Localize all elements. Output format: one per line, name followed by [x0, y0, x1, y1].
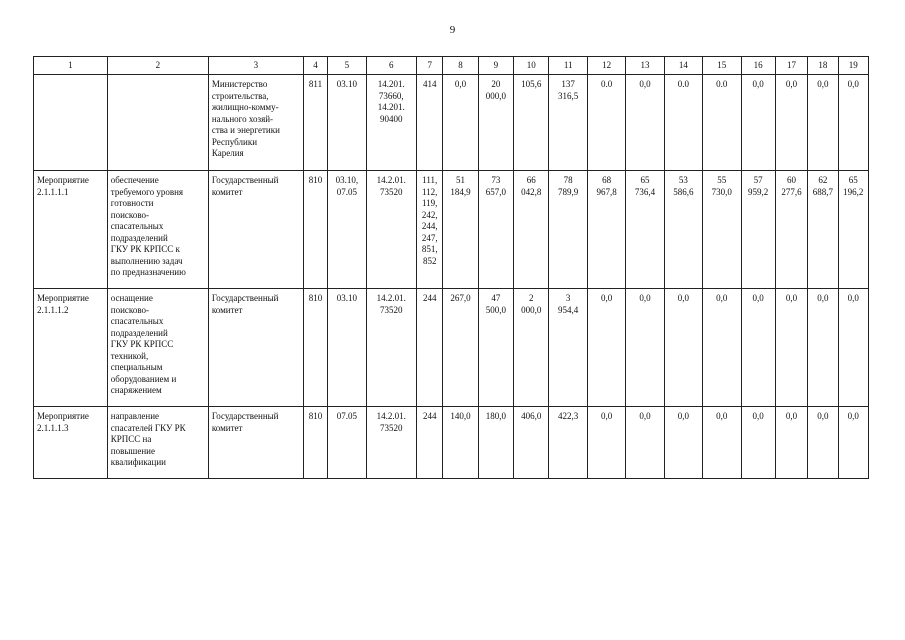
cell-value-10: 406,0: [514, 407, 549, 479]
cell-value-12: 0.0: [587, 75, 625, 171]
page-number: 9: [449, 24, 456, 36]
cell-description: оснащение поисково- спасательных подразделений ГКУ РК КРПСС техникой, специальным оборудованием и снаряжением: [107, 289, 208, 407]
cell-value-16: 57 959,2: [741, 171, 775, 289]
cell-value-11: 137 316,5: [549, 75, 587, 171]
cell-expense-type: 414: [417, 75, 443, 171]
cell-value-17: 0,0: [775, 75, 807, 171]
cell-value-8: 0,0: [443, 75, 478, 171]
cell-description: [107, 75, 208, 171]
cell-value-12: 0,0: [587, 289, 625, 407]
table-row: [34, 75, 869, 171]
cell-section: 03.10: [328, 75, 366, 171]
table-row: [34, 407, 869, 479]
cell-value-16: 0,0: [741, 407, 775, 479]
cell-value-15: 0,0: [703, 289, 741, 407]
cell-grbs: 810: [303, 407, 327, 479]
cell-value-9: 20 000,0: [478, 75, 513, 171]
cell-value-8: 51 184,9: [443, 171, 478, 289]
column-number-5: 5: [328, 57, 366, 75]
column-number-14: 14: [664, 57, 702, 75]
column-number-13: 13: [626, 57, 664, 75]
cell-value-12: 68 967,8: [587, 171, 625, 289]
cell-activity: [34, 75, 108, 171]
cell-value-16: 0,0: [741, 75, 775, 171]
cell-section: 03.10: [328, 289, 366, 407]
cell-value-14: 0,0: [664, 289, 702, 407]
cell-value-17: 60 277,6: [775, 171, 807, 289]
cell-value-10: 2 000,0: [514, 289, 549, 407]
cell-value-12: 0,0: [587, 407, 625, 479]
cell-expense-type: 111, 112, 119, 242, 244, 247, 851, 852: [417, 171, 443, 289]
cell-value-19: 65 196,2: [838, 171, 868, 289]
cell-value-8: 140,0: [443, 407, 478, 479]
cell-value-10: 105,6: [514, 75, 549, 171]
cell-value-14: 0,0: [664, 407, 702, 479]
cell-target-article: 14.2.01. 73520: [366, 407, 417, 479]
column-number-10: 10: [514, 57, 549, 75]
cell-executor: Государственный комитет: [208, 171, 303, 289]
cell-value-19: 0,0: [838, 75, 868, 171]
cell-value-18: 0,0: [808, 407, 838, 479]
cell-description: направление спасателей ГКУ РК КРПСС на повышение квалификации: [107, 407, 208, 479]
cell-value-11: 3 954,4: [549, 289, 587, 407]
cell-value-13: 65 736,4: [626, 171, 664, 289]
cell-activity: Мероприятие 2.1.1.1.2: [34, 289, 108, 407]
cell-value-15: 0.0: [703, 75, 741, 171]
cell-value-17: 0,0: [775, 407, 807, 479]
column-number-3: 3: [208, 57, 303, 75]
cell-value-10: 66 042,8: [514, 171, 549, 289]
column-number-19: 19: [838, 57, 868, 75]
cell-value-19: 0,0: [838, 407, 868, 479]
cell-target-article: 14.201. 73660, 14.201. 90400: [366, 75, 417, 171]
cell-value-9: 73 657,0: [478, 171, 513, 289]
cell-description: обеспечение требуемого уровня готовности поисково- спасательных подразделений ГКУ РК КРПСС к выполнению задач по предназначению: [107, 171, 208, 289]
cell-expense-type: 244: [417, 289, 443, 407]
cell-executor: Государственный комитет: [208, 289, 303, 407]
cell-activity: Мероприятие 2.1.1.1.3: [34, 407, 108, 479]
column-number-9: 9: [478, 57, 513, 75]
cell-section: 07.05: [328, 407, 366, 479]
table-row: [34, 289, 869, 407]
cell-value-11: 78 789,9: [549, 171, 587, 289]
column-number-17: 17: [775, 57, 807, 75]
column-number-8: 8: [443, 57, 478, 75]
cell-executor: Государственный комитет: [208, 407, 303, 479]
cell-value-11: 422,3: [549, 407, 587, 479]
cell-value-15: 55 730,0: [703, 171, 741, 289]
cell-value-18: 62 688,7: [808, 171, 838, 289]
cell-value-18: 0,0: [808, 289, 838, 407]
header-row: [34, 57, 869, 75]
cell-grbs: 811: [303, 75, 327, 171]
cell-executor: Министерство строительства, жилищно-комму- нального хозяй- ства и энергетики Республики Карелия: [208, 75, 303, 171]
cell-value-13: 0,0: [626, 407, 664, 479]
cell-value-9: 47 500,0: [478, 289, 513, 407]
column-number-15: 15: [703, 57, 741, 75]
cell-activity: Мероприятие 2.1.1.1.1: [34, 171, 108, 289]
cell-value-9: 180,0: [478, 407, 513, 479]
cell-value-13: 0,0: [626, 289, 664, 407]
cell-value-18: 0,0: [808, 75, 838, 171]
column-number-12: 12: [587, 57, 625, 75]
cell-grbs: 810: [303, 289, 327, 407]
column-number-11: 11: [549, 57, 587, 75]
column-number-6: 6: [366, 57, 417, 75]
column-number-4: 4: [303, 57, 327, 75]
cell-target-article: 14.2.01. 73520: [366, 171, 417, 289]
column-number-18: 18: [808, 57, 838, 75]
cell-value-17: 0,0: [775, 289, 807, 407]
cell-value-16: 0,0: [741, 289, 775, 407]
cell-value-8: 267,0: [443, 289, 478, 407]
column-number-1: 1: [34, 57, 108, 75]
cell-value-13: 0,0: [626, 75, 664, 171]
cell-value-19: 0,0: [838, 289, 868, 407]
cell-grbs: 810: [303, 171, 327, 289]
cell-target-article: 14.2.01. 73520: [366, 289, 417, 407]
column-number-16: 16: [741, 57, 775, 75]
table-row: [34, 171, 869, 289]
budget-table: [33, 56, 869, 479]
cell-value-14: 0.0: [664, 75, 702, 171]
cell-value-15: 0,0: [703, 407, 741, 479]
column-number-7: 7: [417, 57, 443, 75]
cell-expense-type: 244: [417, 407, 443, 479]
column-number-2: 2: [107, 57, 208, 75]
cell-value-14: 53 586,6: [664, 171, 702, 289]
cell-section: 03.10, 07.05: [328, 171, 366, 289]
